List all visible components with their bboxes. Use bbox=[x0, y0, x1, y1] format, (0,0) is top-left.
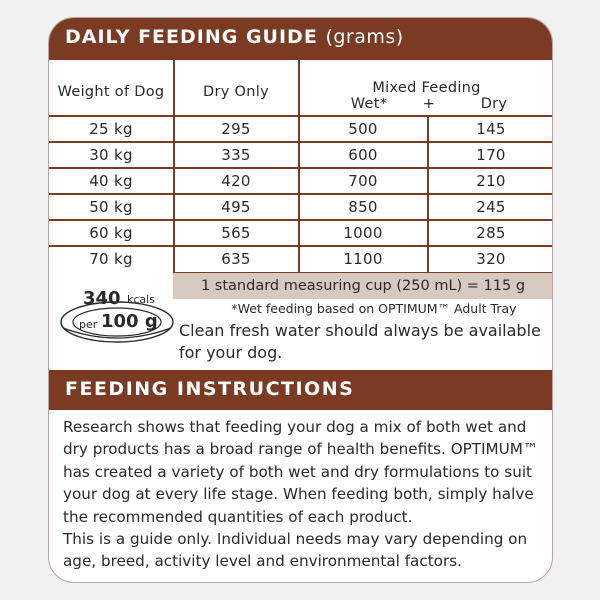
row-divider bbox=[49, 167, 553, 169]
cell-dry-only: 495 bbox=[221, 198, 251, 216]
cell-dry: 320 bbox=[476, 250, 506, 268]
feeding-guide-card bbox=[48, 17, 553, 583]
feeding-instructions-body bbox=[63, 416, 543, 573]
cell-weight: 40 kg bbox=[89, 172, 133, 190]
instructions-disclaimer: This is a guide only. Individual needs may vary depending on age, breed, activity level and environmental factors. bbox=[63, 530, 528, 571]
cell-wet: 500 bbox=[348, 120, 378, 138]
kcal-value: 340 bbox=[83, 288, 121, 309]
feeding-instructions-title: FEEDING INSTRUCTIONS bbox=[65, 378, 355, 400]
feeding-instructions-header bbox=[49, 370, 552, 410]
cell-dry: 210 bbox=[476, 172, 506, 190]
instructions-paragraph: Research shows that feeding your dog a mix of both wet and dry products has a broad range of health benefits. OPTIMUM™ has created a variety of both wet and dry formulations to suit your dog at every life stage. When feeding both, simply halve the recommended quantities of each product. bbox=[63, 418, 539, 526]
cell-dry: 170 bbox=[476, 146, 506, 164]
kcal-unit: kcals bbox=[127, 293, 155, 306]
cell-weight: 25 kg bbox=[89, 120, 133, 138]
row-divider bbox=[49, 193, 553, 195]
row-divider bbox=[49, 141, 553, 143]
kcal-per: per bbox=[79, 318, 98, 331]
header-weight: Weight of Dog bbox=[57, 84, 165, 100]
header-plus: + bbox=[422, 96, 436, 112]
water-note: Clean fresh water should always be available for your dog. bbox=[179, 321, 541, 362]
brand-name: OPTIMUM™ bbox=[450, 440, 539, 459]
cell-dry: 145 bbox=[476, 120, 506, 138]
cell-dry: 245 bbox=[476, 198, 506, 216]
kcal-grams: 100 g bbox=[101, 311, 158, 332]
row-divider bbox=[49, 219, 553, 221]
kcal-badge bbox=[53, 284, 183, 346]
header-mixed-feeding: Mixed Feeding bbox=[372, 80, 481, 96]
cell-dry-only: 635 bbox=[221, 250, 251, 268]
feeding-table bbox=[49, 60, 553, 272]
wet-feeding-note: *Wet feeding based on OPTIMUM™ Adult Tray bbox=[231, 301, 517, 316]
measuring-cup-note: 1 standard measuring cup (250 mL) = 115 g bbox=[173, 272, 553, 299]
cell-dry-only: 335 bbox=[221, 146, 251, 164]
feeding-guide-title: DAILY FEEDING GUIDE (grams) bbox=[65, 26, 404, 48]
cell-wet: 1100 bbox=[343, 250, 383, 268]
cell-weight: 60 kg bbox=[89, 224, 133, 242]
cell-dry-only: 565 bbox=[221, 224, 251, 242]
row-divider bbox=[49, 115, 553, 117]
cell-weight: 70 kg bbox=[89, 250, 133, 268]
cell-wet: 1000 bbox=[343, 224, 383, 242]
feeding-guide-header bbox=[49, 18, 552, 60]
header-dry: Dry bbox=[480, 96, 508, 112]
cell-wet: 850 bbox=[348, 198, 378, 216]
header-wet: Wet* bbox=[350, 96, 388, 112]
cell-weight: 30 kg bbox=[89, 146, 133, 164]
cell-weight: 50 kg bbox=[89, 198, 133, 216]
grams-unit: (grams) bbox=[325, 26, 404, 48]
cell-dry: 285 bbox=[476, 224, 506, 242]
header-dry-only: Dry Only bbox=[203, 84, 269, 100]
cell-wet: 600 bbox=[348, 146, 378, 164]
cell-dry-only: 295 bbox=[221, 120, 251, 138]
cell-dry-only: 420 bbox=[221, 172, 251, 190]
row-divider bbox=[49, 245, 553, 247]
cell-wet: 700 bbox=[348, 172, 378, 190]
